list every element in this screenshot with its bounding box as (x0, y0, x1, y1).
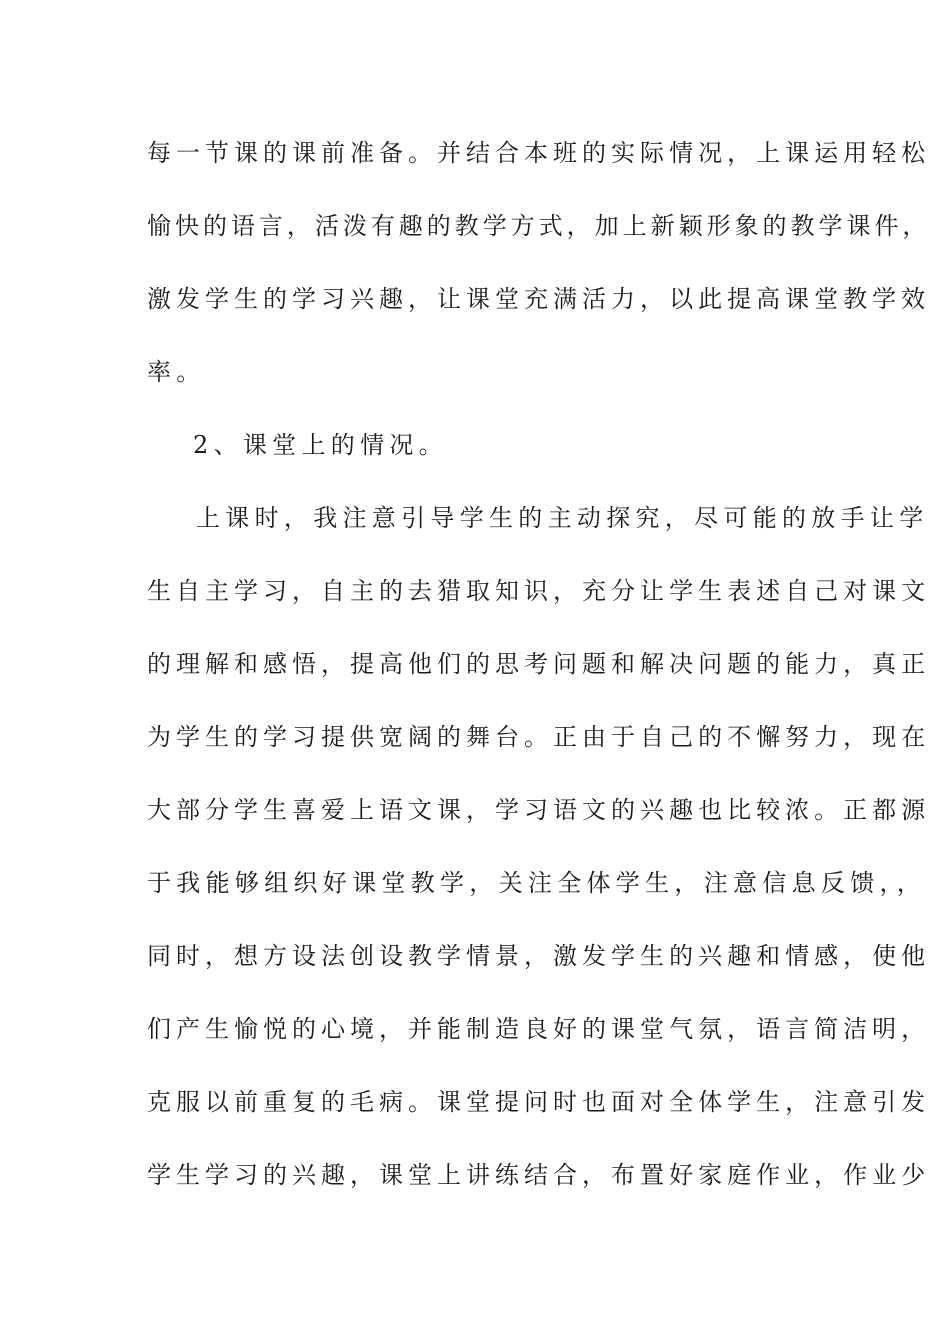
section-heading: 2、课堂上的情况。 (193, 431, 448, 459)
text-line: 每一节课的课前准备。并结合本班的实际情况，上课运用轻松 (147, 139, 931, 167)
text-line: 学生学习的兴趣，课堂上讲练结合，布置好家庭作业，作业少 (147, 1161, 931, 1189)
text-line: 克服以前重复的毛病。课堂提问时也面对全体学生，注意引发 (147, 1088, 931, 1116)
text-line: 为学生的学习提供宽阔的舞台。正由于自己的不懈努力，现在 (147, 723, 931, 751)
text-line: 们产生愉悦的心境，并能制造良好的课堂气氛，语言简洁明， (147, 1015, 931, 1043)
text-line: 同时，想方设法创设教学情景，激发学生的兴趣和情感，使他 (147, 942, 931, 970)
text-line: 激发学生的学习兴趣，让课堂充满活力，以此提高课堂教学效 (147, 285, 931, 313)
text-line: 生自主学习，自主的去猎取知识，充分让学生表述自己对课文 (147, 577, 931, 605)
text-line: 大部分学生喜爱上语文课，学习语文的兴趣也比较浓。正都源 (147, 796, 931, 824)
text-line: 愉快的语言，活泼有趣的教学方式，加上新颖形象的教学课件， (147, 212, 931, 240)
text-line: 于我能够组织好课堂教学，关注全体学生，注意信息反馈，， (147, 869, 927, 897)
text-line: 的理解和感悟，提高他们的思考问题和解决问题的能力，真正 (147, 650, 931, 678)
text-line: 率。 (147, 358, 206, 386)
paragraph-first-line: 上课时，我注意引导学生的主动探究，尽可能的放手让学 (196, 504, 929, 532)
